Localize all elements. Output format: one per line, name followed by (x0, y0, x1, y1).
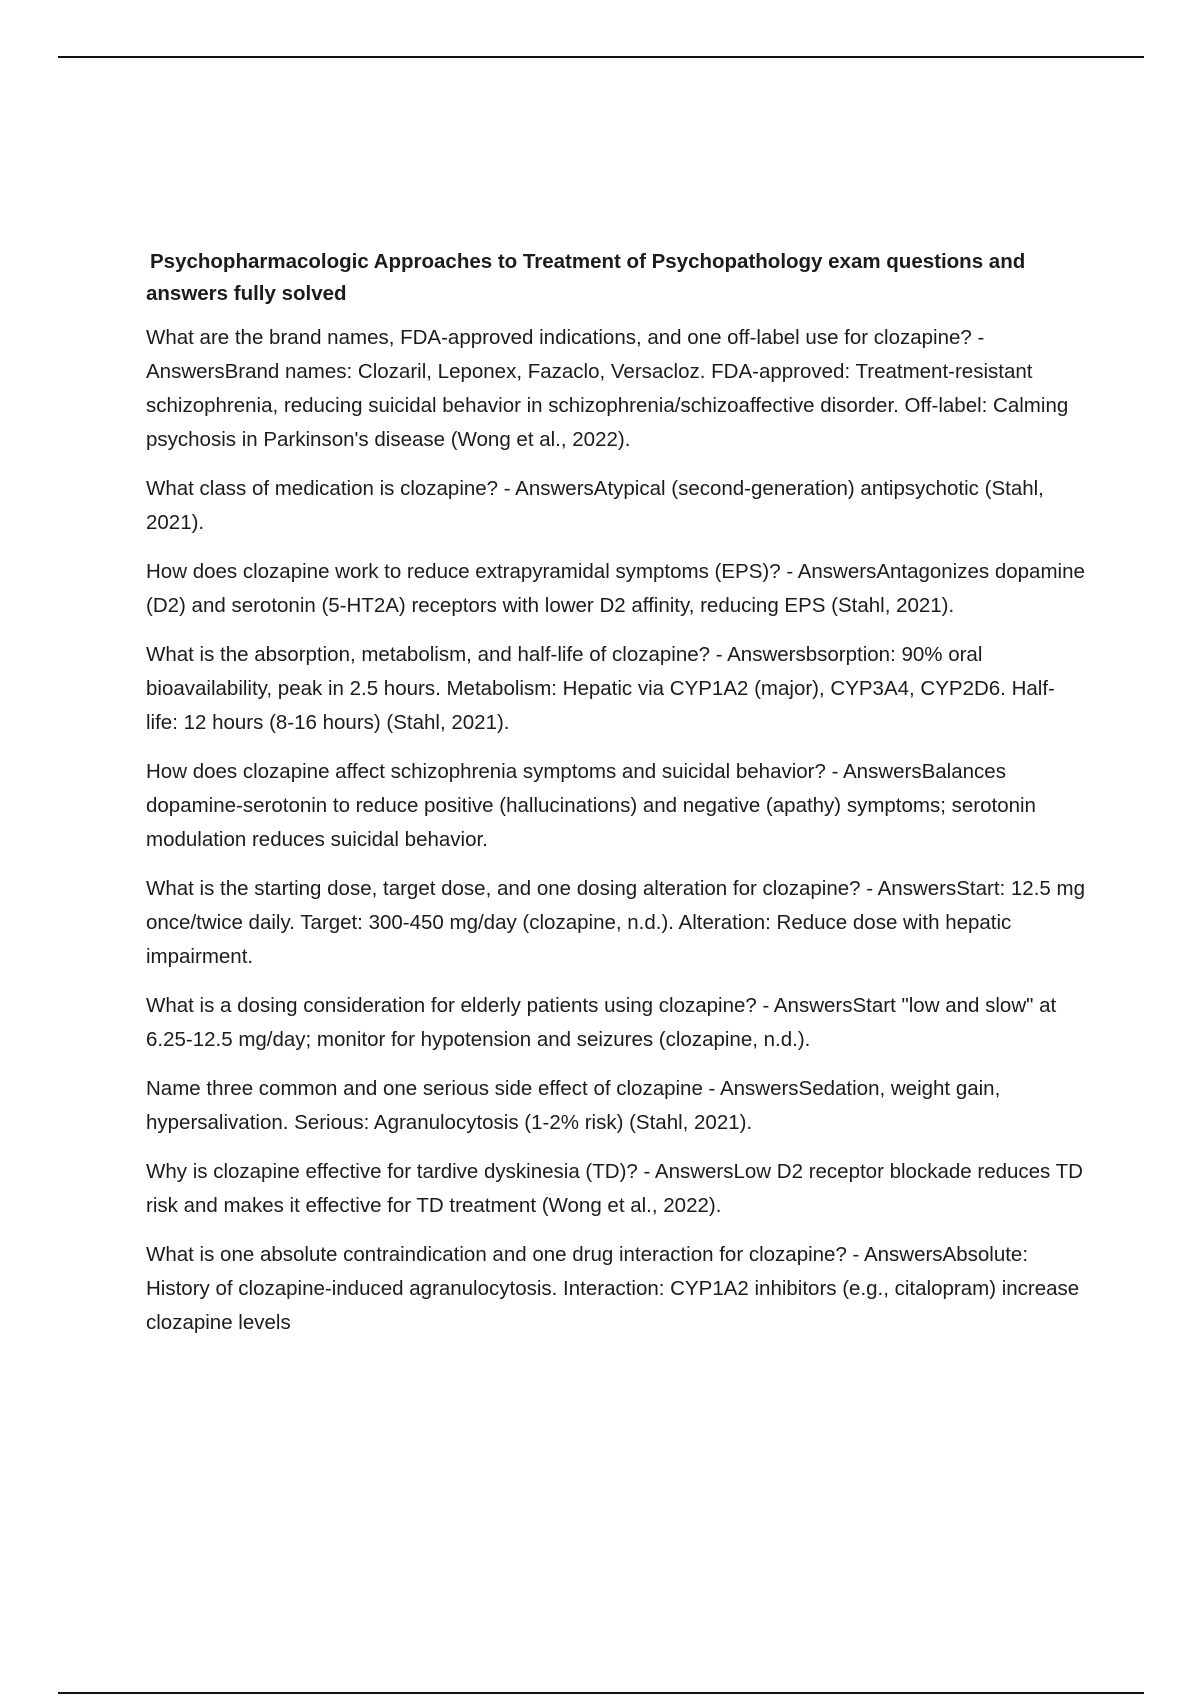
qa-paragraph: What is the absorption, metabolism, and half-life of clozapine? - Answersbsorption: 90% oral bioavailability, peak in 2.5 hours. Metabolism: Hepatic via CYP1A2 (major), CYP3A4, CYP2D6. Half-life: 12 hours (8-16 hours) (Stahl, 2021). (146, 643, 1055, 734)
document-body (146, 246, 1086, 1355)
qa-paragraph: Name three common and one serious side effect of clozapine - AnswersSedation, weight gain, hypersalivation. Serious: Agranulocytosis (1-2% risk) (Stahl, 2021). (146, 1077, 1001, 1134)
qa-paragraph: How does clozapine work to reduce extrapyramidal symptoms (EPS)? - AnswersAntagonizes dopamine (D2) and serotonin (5-HT2A) receptors with lower D2 affinity, reducing EPS (Stahl, 2021). (146, 560, 1085, 617)
qa-paragraph: Why is clozapine effective for tardive dyskinesia (TD)? - AnswersLow D2 receptor blockade reduces TD risk and makes it effective for TD treatment (Wong et al., 2022). (146, 1160, 1083, 1217)
document-title-line-2: answers fully solved (146, 282, 347, 305)
header-rule (58, 56, 1144, 58)
document-title (146, 246, 1086, 310)
qa-paragraph: What is one absolute contraindication and one drug interaction for clozapine? - AnswersAbsolute: History of clozapine-induced agranulocytosis. Interaction: CYP1A2 inhibitors (e.g., citalopram) increase clozapine levels (146, 1243, 1080, 1334)
footer-rule (58, 1692, 1144, 1694)
qa-paragraph: What are the brand names, FDA-approved indications, and one off-label use for clozapine? - AnswersBrand names: Clozaril, Leponex, Fazaclo, Versacloz. FDA-approved: Treatment-resistant schizophrenia, reducing suicidal behavior in schizophrenia/schizoaffective disorder. Off-label: Calming psychosis in Parkinson's disease (Wong et al., 2022). (146, 326, 1069, 451)
qa-paragraph: What class of medication is clozapine? - AnswersAtypical (second-generation) antipsychotic (Stahl, 2021). (146, 477, 1044, 534)
qa-paragraph: What is a dosing consideration for elderly patients using clozapine? - AnswersStart "low and slow" at 6.25-12.5 mg/day; monitor for hypotension and seizures (clozapine, n.d.). (146, 994, 1057, 1051)
qa-paragraph: How does clozapine affect schizophrenia symptoms and suicidal behavior? - AnswersBalances dopamine-serotonin to reduce positive (hallucinations) and negative (apathy) symptoms; serotonin modulation reduces suicidal behavior. (146, 760, 1036, 851)
qa-paragraph: What is the starting dose, target dose, and one dosing alteration for clozapine? - AnswersStart: 12.5 mg once/twice daily. Target: 300-450 mg/day (clozapine, n.d.). Alteration: Reduce dose with hepatic impairment. (146, 877, 1085, 968)
document-title-line-1: Psychopharmacologic Approaches to Treatment of Psychopathology exam questions and (150, 250, 1026, 273)
